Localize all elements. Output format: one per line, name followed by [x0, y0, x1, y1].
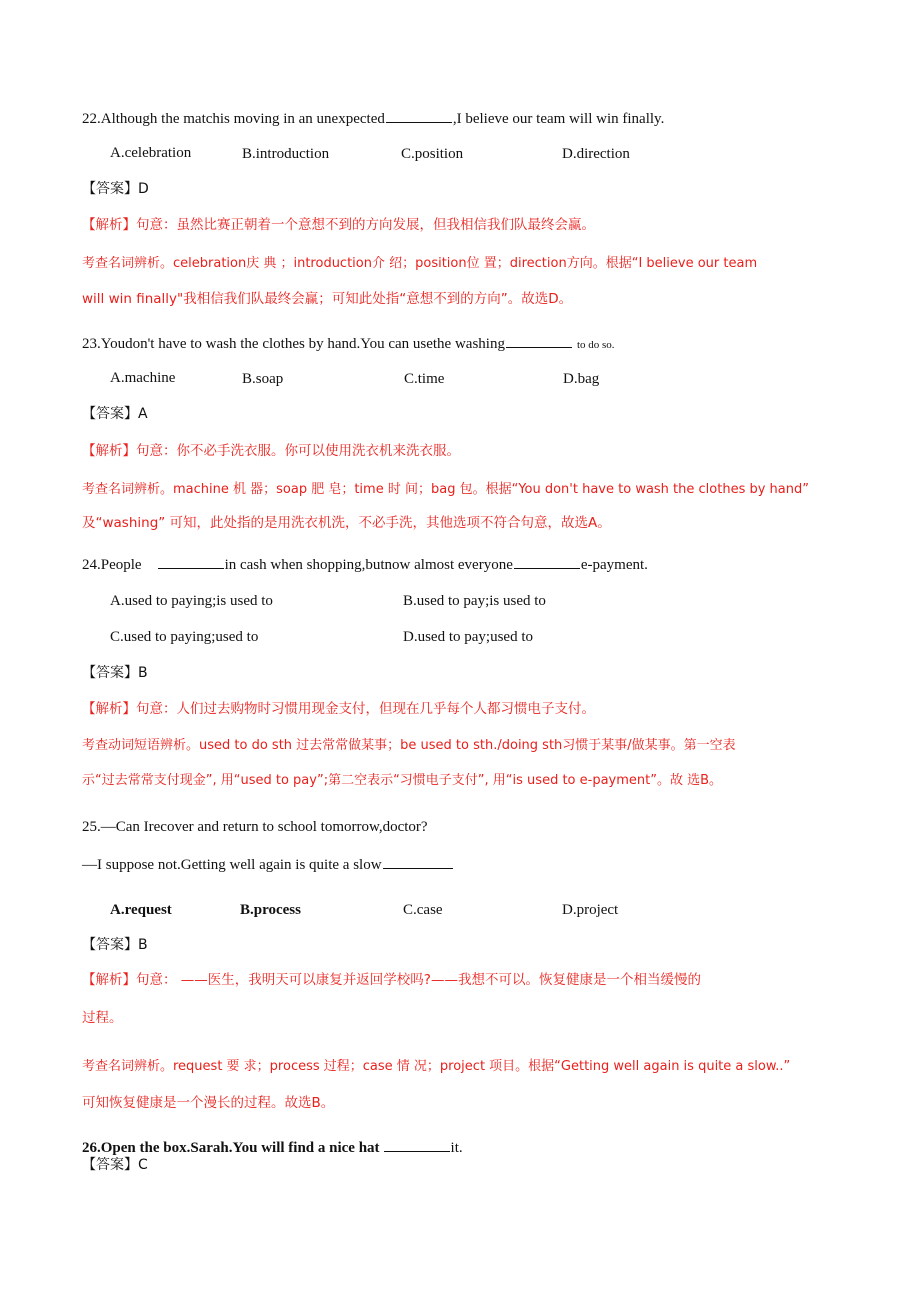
question-24-stem: 24.People in cash when shopping,butnow almost everyone e-payment. — [82, 554, 648, 575]
answer-line: 【答案】C — [82, 1157, 148, 1173]
analysis-line: 【解析】句意：虽然比赛正朝着一个意想不到的方向发展，但我相信我们队最终会赢。 — [82, 217, 595, 233]
option-a: A.machine — [110, 370, 176, 386]
answer-blank — [158, 554, 224, 569]
question-25-stem: 25.—Can Irecover and return to school tomorrow,doctor? — [82, 819, 428, 835]
option-a: A.request — [110, 902, 172, 918]
analysis-line: 【解析】句意： ——医生，我明天可以康复并返回学校吗?——我想不可以。恢复健康是一个相当缓慢的 — [82, 972, 701, 988]
option-c: C.position — [401, 146, 464, 162]
option-b: B.process — [240, 902, 301, 918]
analysis-line-continued: 过程。 — [82, 1010, 123, 1026]
option-b: B.introduction — [242, 146, 330, 162]
question-23-stem: 23.Youdon't have to wash the clothes by hand.You can usethe washing to do so. — [82, 333, 615, 355]
option-b: B.soap — [242, 371, 284, 387]
analysis-conclusion: 示“过去常常支付现金”, 用“used to pay”;第二空表示“习惯电子支付”, 用“is used to e-payment”。故 选B。 — [82, 773, 723, 788]
question-22-stem: 22.Although the matchis moving in an unexpected ,I believe our team will win finally. — [82, 108, 664, 129]
option-b: B.used to pay;is used to — [403, 593, 546, 609]
analysis-line: 【解析】句意：人们过去购物时习惯用现金支付，但现在几乎每个人都习惯电子支付。 — [82, 701, 595, 717]
analysis-detail: 考查名词辨析。celebration庆 典 ；introduction介 绍；position位 置；direction方向。根据“I believe our team — [82, 256, 758, 271]
option-a: A.celebration — [110, 145, 192, 161]
answer-line: 【答案】B — [82, 937, 148, 953]
analysis-line: 【解析】句意：你不必手洗衣服。你可以使用洗衣机来洗衣服。 — [82, 443, 460, 459]
question-25-reply: —I suppose not.Getting well again is quite a slow — [82, 854, 454, 875]
option-c: C.time — [404, 371, 445, 387]
answer-line: 【答案】D — [82, 181, 149, 197]
option-a: A.used to paying;is used to — [110, 593, 273, 609]
answer-blank — [506, 333, 572, 348]
answer-blank — [384, 1137, 450, 1152]
analysis-detail: 考查动词短语辨析。used to do sth 过去常常做某事；be used to sth./doing sth习惯于某事/做某事。第一空表 — [82, 738, 736, 753]
option-d: D.bag — [563, 371, 600, 387]
answer-line: 【答案】B — [82, 665, 148, 681]
analysis-conclusion: will win finally"我相信我们队最终会赢；可知此处指“意想不到的方向”。故选D。 — [82, 291, 573, 307]
answer-blank — [383, 854, 453, 869]
analysis-detail: 考查名词辨析。request 要 求；process 过程；case 情 况；project 项目。根据“Getting well again is quite a slow..” — [82, 1059, 791, 1074]
analysis-conclusion: 可知恢复健康是一个漫长的过程。故选B。 — [82, 1095, 335, 1111]
answer-blank — [514, 554, 580, 569]
analysis-conclusion: 及“washing” 可知，此处指的是用洗衣机洗，不必手洗，其他选项不符合句意，故选A。 — [82, 515, 611, 531]
answer-line: 【答案】A — [82, 406, 148, 422]
option-d: D.direction — [562, 146, 630, 162]
option-d: D.project — [562, 902, 619, 918]
option-c: C.case — [403, 902, 443, 918]
question-26-stem: 26.Open the box.Sarah.You will find a nice hat it. — [82, 1137, 463, 1158]
option-d: D.used to pay;used to — [403, 629, 533, 645]
answer-blank — [386, 108, 452, 123]
analysis-detail: 考查名词辨析。machine 机 器；soap 肥 皂；time 时 间；bag 包。根据“You don't have to wash the clothes by hand” — [82, 482, 809, 497]
option-c: C.used to paying;used to — [110, 629, 259, 645]
